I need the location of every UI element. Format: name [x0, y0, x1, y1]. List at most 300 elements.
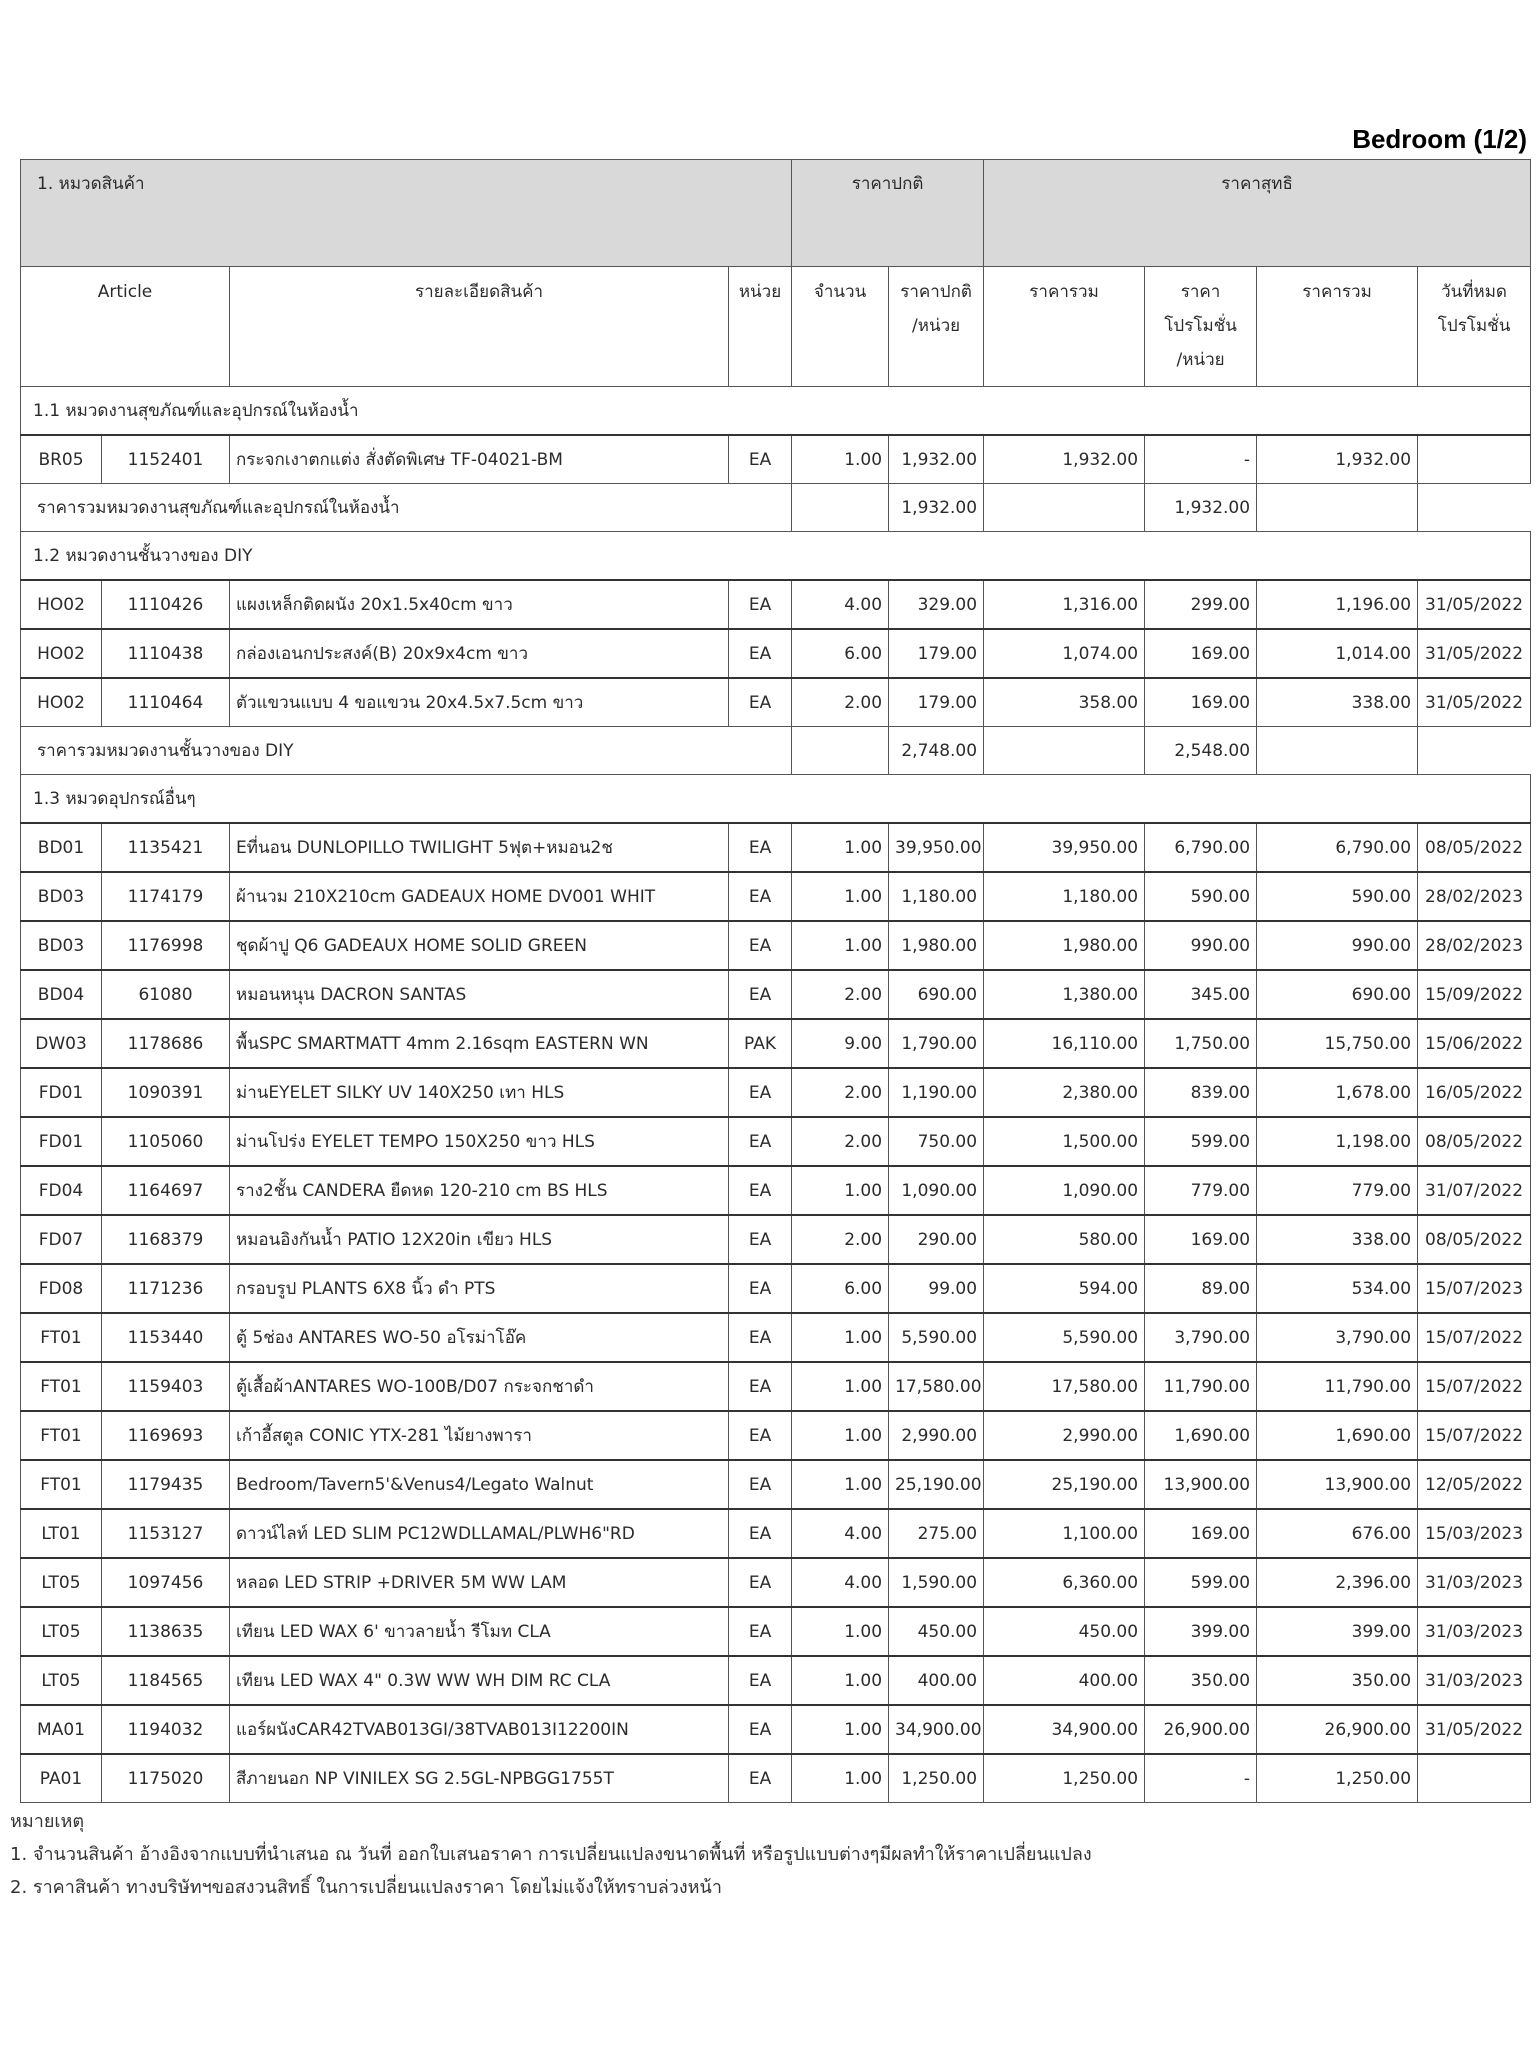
normal-total: 1,980.00 [984, 921, 1145, 970]
promo-unit-price: 779.00 [1145, 1166, 1257, 1215]
normal-total: 1,090.00 [984, 1166, 1145, 1215]
group-code: BD01 [21, 823, 102, 872]
quantity: 2.00 [792, 1068, 889, 1117]
net-total: 990.00 [1257, 921, 1418, 970]
promo-end-date: 15/07/2022 [1418, 1362, 1531, 1411]
promo-unit-price: 1,750.00 [1145, 1019, 1257, 1068]
normal-total: 450.00 [984, 1607, 1145, 1656]
unit: EA [729, 1166, 792, 1215]
normal-total: 400.00 [984, 1656, 1145, 1705]
group-code: MA01 [21, 1705, 102, 1754]
net-total: 350.00 [1257, 1656, 1418, 1705]
article-number: 61080 [102, 970, 230, 1019]
col-unit: หน่วย [729, 267, 792, 387]
unit: EA [729, 921, 792, 970]
unit: EA [729, 1117, 792, 1166]
promo-unit-price: 599.00 [1145, 1117, 1257, 1166]
normal-unit-price: 1,980.00 [889, 921, 984, 970]
notes [10, 1805, 1092, 1904]
column-header-row [21, 267, 1531, 387]
product-description: ผ้านวม 210X210cm GADEAUX HOME DV001 WHIT [230, 872, 729, 921]
normal-unit-price: 1,590.00 [889, 1558, 984, 1607]
quantity: 1.00 [792, 1460, 889, 1509]
article-number: 1169693 [102, 1411, 230, 1460]
subtotal-end-blank [1257, 484, 1418, 532]
page-title: Bedroom (1/2) [1352, 124, 1527, 154]
promo-unit-price: 169.00 [1145, 1509, 1257, 1558]
net-total: 1,932.00 [1257, 435, 1418, 484]
unit: EA [729, 1362, 792, 1411]
subtotal-promo-blank [984, 727, 1145, 775]
normal-unit-price: 1,250.00 [889, 1754, 984, 1803]
product-description: Eที่นอน DUNLOPILLO TWILIGHT 5ฟุต+หมอน2ช [230, 823, 729, 872]
promo-end-date: 31/07/2022 [1418, 1166, 1531, 1215]
unit: EA [729, 1215, 792, 1264]
promo-end-date: 28/02/2023 [1418, 872, 1531, 921]
promo-unit-price: 350.00 [1145, 1656, 1257, 1705]
promo-unit-price: 599.00 [1145, 1558, 1257, 1607]
normal-total: 1,180.00 [984, 872, 1145, 921]
product-description: กล่องเอนกประสงค์(B) 20x9x4cm ขาว [230, 629, 729, 678]
product-description: Bedroom/Tavern5'&Venus4/Legato Walnut [230, 1460, 729, 1509]
promo-unit-price: 11,790.00 [1145, 1362, 1257, 1411]
subtotal-normal-total: 2,748.00 [889, 727, 984, 775]
normal-price-heading: ราคาปกติ [792, 160, 984, 267]
normal-unit-price: 39,950.00 [889, 823, 984, 872]
quantity: 1.00 [792, 921, 889, 970]
table-row [21, 1019, 1531, 1068]
net-total: 338.00 [1257, 678, 1418, 727]
unit: EA [729, 1460, 792, 1509]
normal-total: 358.00 [984, 678, 1145, 727]
table-row [21, 921, 1531, 970]
article-number: 1110438 [102, 629, 230, 678]
group-code: FD01 [21, 1068, 102, 1117]
product-description: แผงเหล็กติดผนัง 20x1.5x40cm ขาว [230, 580, 729, 629]
promo-unit-price: 169.00 [1145, 1215, 1257, 1264]
table-row [21, 1754, 1531, 1803]
subtotal-label: ราคารวมหมวดงานชั้นวางของ DIY [21, 727, 792, 775]
quantity: 1.00 [792, 1313, 889, 1362]
promo-end-date: 15/09/2022 [1418, 970, 1531, 1019]
product-description: ดาวน์ไลท์ LED SLIM PC12WDLLAMAL/PLWH6"RD [230, 1509, 729, 1558]
table-row [21, 1509, 1531, 1558]
quantity: 4.00 [792, 1509, 889, 1558]
quantity: 1.00 [792, 1656, 889, 1705]
normal-unit-price: 99.00 [889, 1264, 984, 1313]
unit: PAK [729, 1019, 792, 1068]
net-total: 399.00 [1257, 1607, 1418, 1656]
normal-unit-price: 2,990.00 [889, 1411, 984, 1460]
article-number: 1138635 [102, 1607, 230, 1656]
product-description: หมอนอิงกันน้ำ PATIO 12X20in เขียว HLS [230, 1215, 729, 1264]
normal-total: 5,590.00 [984, 1313, 1145, 1362]
promo-unit-price: 169.00 [1145, 678, 1257, 727]
group-code: BD04 [21, 970, 102, 1019]
group-code: BD03 [21, 921, 102, 970]
product-description: เก้าอี้สตูล CONIC YTX-281 ไม้ยางพารา [230, 1411, 729, 1460]
promo-end-date: 15/07/2023 [1418, 1264, 1531, 1313]
note-item: 1. จำนวนสินค้า อ้างอิงจากแบบที่นำเสนอ ณ วันที่ ออกใบเสนอราคา การเปลี่ยนแปลงขนาดพื้นที่ หรือรูปแบบต่างๆมีผลทำให้ราคาเปลี่ยนแปลง [10, 1844, 1092, 1865]
promo-end-date: 31/05/2022 [1418, 580, 1531, 629]
promo-end-date: 31/03/2023 [1418, 1558, 1531, 1607]
product-description: หลอด LED STRIP +DRIVER 5M WW LAM [230, 1558, 729, 1607]
table-row [21, 678, 1531, 727]
normal-unit-price: 1,180.00 [889, 872, 984, 921]
col-qty: จำนวน [792, 267, 889, 387]
quantity: 9.00 [792, 1019, 889, 1068]
subtotal-promo-blank [984, 484, 1145, 532]
product-description: เทียน LED WAX 6' ขาวลายน้ำ รีโมท CLA [230, 1607, 729, 1656]
subtotal-row [21, 727, 1531, 775]
promo-end-date: 31/03/2023 [1418, 1607, 1531, 1656]
group-code: BR05 [21, 435, 102, 484]
quantity: 1.00 [792, 1166, 889, 1215]
group-code: FT01 [21, 1411, 102, 1460]
article-number: 1164697 [102, 1166, 230, 1215]
table-row [21, 1068, 1531, 1117]
product-description: กรอบรูป PLANTS 6X8 นิ้ว ดำ PTS [230, 1264, 729, 1313]
net-total: 13,900.00 [1257, 1460, 1418, 1509]
table-row [21, 1117, 1531, 1166]
promo-end-date: 31/05/2022 [1418, 678, 1531, 727]
promo-unit-price: 399.00 [1145, 1607, 1257, 1656]
normal-unit-price: 17,580.00 [889, 1362, 984, 1411]
subtotal-normal-total: 1,932.00 [889, 484, 984, 532]
product-description: เทียน LED WAX 4" 0.3W WW WH DIM RC CLA [230, 1656, 729, 1705]
group-code: LT05 [21, 1656, 102, 1705]
promo-unit-price: 169.00 [1145, 629, 1257, 678]
group-code: PA01 [21, 1754, 102, 1803]
unit: EA [729, 678, 792, 727]
quantity: 1.00 [792, 1411, 889, 1460]
category-heading: 1. หมวดสินค้า [21, 160, 792, 267]
table-row [21, 1705, 1531, 1754]
promo-unit-price: 89.00 [1145, 1264, 1257, 1313]
article-number: 1194032 [102, 1705, 230, 1754]
net-price-heading: ราคาสุทธิ [984, 160, 1531, 267]
article-number: 1184565 [102, 1656, 230, 1705]
promo-end-date: 31/05/2022 [1418, 1705, 1531, 1754]
net-total: 779.00 [1257, 1166, 1418, 1215]
net-total: 1,196.00 [1257, 580, 1418, 629]
normal-unit-price: 179.00 [889, 678, 984, 727]
quantity: 2.00 [792, 1117, 889, 1166]
col-promo-end-date: วันที่หมด โปรโมชั่น [1418, 267, 1531, 387]
promo-end-date: 12/05/2022 [1418, 1460, 1531, 1509]
quantity: 1.00 [792, 1362, 889, 1411]
normal-total: 17,580.00 [984, 1362, 1145, 1411]
article-number: 1135421 [102, 823, 230, 872]
normal-total: 580.00 [984, 1215, 1145, 1264]
promo-end-date: 08/05/2022 [1418, 823, 1531, 872]
normal-unit-price: 5,590.00 [889, 1313, 984, 1362]
group-code: HO02 [21, 678, 102, 727]
quantity: 1.00 [792, 435, 889, 484]
article-number: 1153440 [102, 1313, 230, 1362]
unit: EA [729, 1264, 792, 1313]
promo-unit-price: 839.00 [1145, 1068, 1257, 1117]
product-description: แอร์ผนังCAR42TVAB013GI/38TVAB013I12200IN [230, 1705, 729, 1754]
promo-end-date [1418, 1754, 1531, 1803]
promo-unit-price: 3,790.00 [1145, 1313, 1257, 1362]
subtotal-end-blank [1257, 727, 1418, 775]
net-total: 15,750.00 [1257, 1019, 1418, 1068]
subtotal-net-total: 1,932.00 [1145, 484, 1257, 532]
table-row [21, 1411, 1531, 1460]
unit: EA [729, 1607, 792, 1656]
net-total: 534.00 [1257, 1264, 1418, 1313]
table-row [21, 1166, 1531, 1215]
table-row [21, 1656, 1531, 1705]
table-row [21, 580, 1531, 629]
note-item: 2. ราคาสินค้า ทางบริษัทฯขอสงวนสิทธิ์ ในการเปลี่ยนแปลงราคา โดยไม่แจ้งให้ทราบล่วงหน้า [10, 1877, 722, 1898]
product-description: ราง2ชั้น CANDERA ยืดหด 120-210 cm BS HLS [230, 1166, 729, 1215]
quotation-table [20, 159, 1531, 1803]
quantity: 2.00 [792, 970, 889, 1019]
normal-unit-price: 179.00 [889, 629, 984, 678]
net-total: 1,250.00 [1257, 1754, 1418, 1803]
subtotal-normal-blank [792, 727, 889, 775]
unit: EA [729, 1705, 792, 1754]
group-code: FD04 [21, 1166, 102, 1215]
net-total: 676.00 [1257, 1509, 1418, 1558]
normal-unit-price: 1,090.00 [889, 1166, 984, 1215]
product-description: พื้นSPC SMARTMATT 4mm 2.16sqm EASTERN WN [230, 1019, 729, 1068]
unit: EA [729, 970, 792, 1019]
unit: EA [729, 629, 792, 678]
group-code: FD01 [21, 1117, 102, 1166]
col-normal-unit-price: ราคาปกติ /หน่วย [889, 267, 984, 387]
group-code: BD03 [21, 872, 102, 921]
normal-total: 1,250.00 [984, 1754, 1145, 1803]
article-number: 1090391 [102, 1068, 230, 1117]
promo-end-date: 31/05/2022 [1418, 629, 1531, 678]
article-number: 1152401 [102, 435, 230, 484]
normal-unit-price: 25,190.00 [889, 1460, 984, 1509]
col-normal-total: ราคารวม [984, 267, 1145, 387]
subtotal-row [21, 484, 1531, 532]
promo-unit-price: - [1145, 1754, 1257, 1803]
article-number: 1171236 [102, 1264, 230, 1313]
unit: EA [729, 1411, 792, 1460]
group-code: FD07 [21, 1215, 102, 1264]
quantity: 1.00 [792, 1607, 889, 1656]
table-row [21, 1362, 1531, 1411]
normal-unit-price: 275.00 [889, 1509, 984, 1558]
normal-unit-price: 290.00 [889, 1215, 984, 1264]
unit: EA [729, 435, 792, 484]
group-code: HO02 [21, 629, 102, 678]
promo-unit-price: 13,900.00 [1145, 1460, 1257, 1509]
promo-end-date: 15/06/2022 [1418, 1019, 1531, 1068]
notes-heading: หมายเหตุ [10, 1811, 85, 1832]
product-description: ตู้เสื้อผ้าANTARES WO-100B/D07 กระจกชาดำ [230, 1362, 729, 1411]
group-code: LT05 [21, 1607, 102, 1656]
group-code: HO02 [21, 580, 102, 629]
promo-end-date: 28/02/2023 [1418, 921, 1531, 970]
normal-unit-price: 750.00 [889, 1117, 984, 1166]
unit: EA [729, 580, 792, 629]
unit: EA [729, 1656, 792, 1705]
promo-end-date: 15/07/2022 [1418, 1313, 1531, 1362]
normal-total: 1,380.00 [984, 970, 1145, 1019]
article-number: 1174179 [102, 872, 230, 921]
category-row [21, 532, 1531, 581]
col-promo-unit-price: ราคา โปรโมชั่น /หน่วย [1145, 267, 1257, 387]
product-description: หมอนหนุน DACRON SANTAS [230, 970, 729, 1019]
promo-end-date: 31/03/2023 [1418, 1656, 1531, 1705]
article-number: 1178686 [102, 1019, 230, 1068]
table-row [21, 1215, 1531, 1264]
unit: EA [729, 823, 792, 872]
product-description: ม่านEYELET SILKY UV 140X250 เทา HLS [230, 1068, 729, 1117]
article-number: 1153127 [102, 1509, 230, 1558]
net-total: 2,396.00 [1257, 1558, 1418, 1607]
quantity: 1.00 [792, 1705, 889, 1754]
unit: EA [729, 1068, 792, 1117]
article-number: 1159403 [102, 1362, 230, 1411]
unit: EA [729, 1509, 792, 1558]
normal-unit-price: 690.00 [889, 970, 984, 1019]
promo-unit-price: 299.00 [1145, 580, 1257, 629]
normal-total: 25,190.00 [984, 1460, 1145, 1509]
normal-total: 1,100.00 [984, 1509, 1145, 1558]
normal-total: 1,316.00 [984, 580, 1145, 629]
group-code: FT01 [21, 1313, 102, 1362]
product-description: สีภายนอก NP VINILEX SG 2.5GL-NPBGG1755T [230, 1754, 729, 1803]
article-number: 1168379 [102, 1215, 230, 1264]
group-code: FT01 [21, 1460, 102, 1509]
net-total: 3,790.00 [1257, 1313, 1418, 1362]
normal-unit-price: 1,932.00 [889, 435, 984, 484]
net-total: 338.00 [1257, 1215, 1418, 1264]
subtotal-label: ราคารวมหมวดงานสุขภัณฑ์และอุปกรณ์ในห้องน้ำ [21, 484, 792, 532]
table-row [21, 629, 1531, 678]
table-row [21, 1313, 1531, 1362]
normal-unit-price: 34,900.00 [889, 1705, 984, 1754]
net-total: 6,790.00 [1257, 823, 1418, 872]
normal-total: 1,074.00 [984, 629, 1145, 678]
normal-unit-price: 1,190.00 [889, 1068, 984, 1117]
group-code: DW03 [21, 1019, 102, 1068]
promo-end-date: 16/05/2022 [1418, 1068, 1531, 1117]
product-description: ม่านโปร่ง EYELET TEMPO 150X250 ขาว HLS [230, 1117, 729, 1166]
article-number: 1097456 [102, 1558, 230, 1607]
category-name: 1.2 หมวดงานชั้นวางของ DIY [21, 532, 1531, 581]
quantity: 4.00 [792, 1558, 889, 1607]
article-number: 1110464 [102, 678, 230, 727]
quantity: 1.00 [792, 1754, 889, 1803]
promo-unit-price: - [1145, 435, 1257, 484]
product-description: ตัวแขวนแบบ 4 ขอแขวน 20x4.5x7.5cm ขาว [230, 678, 729, 727]
net-total: 590.00 [1257, 872, 1418, 921]
net-total: 690.00 [1257, 970, 1418, 1019]
category-row [21, 387, 1531, 436]
subtotal-net-total: 2,548.00 [1145, 727, 1257, 775]
promo-end-date: 08/05/2022 [1418, 1215, 1531, 1264]
product-description: กระจกเงาตกแต่ง สั่งตัดพิเศษ TF-04021-BM [230, 435, 729, 484]
normal-total: 1,932.00 [984, 435, 1145, 484]
promo-unit-price: 6,790.00 [1145, 823, 1257, 872]
group-code: FD08 [21, 1264, 102, 1313]
net-total: 1,690.00 [1257, 1411, 1418, 1460]
unit: EA [729, 1313, 792, 1362]
table-row [21, 1558, 1531, 1607]
table-row [21, 970, 1531, 1019]
article-number: 1105060 [102, 1117, 230, 1166]
normal-total: 39,950.00 [984, 823, 1145, 872]
col-net-total: ราคารวม [1257, 267, 1418, 387]
unit: EA [729, 872, 792, 921]
promo-unit-price: 1,690.00 [1145, 1411, 1257, 1460]
promo-unit-price: 990.00 [1145, 921, 1257, 970]
promo-end-date [1418, 435, 1531, 484]
promo-end-date: 08/05/2022 [1418, 1117, 1531, 1166]
col-description: รายละเอียดสินค้า [230, 267, 729, 387]
normal-total: 6,360.00 [984, 1558, 1145, 1607]
promo-unit-price: 345.00 [1145, 970, 1257, 1019]
net-total: 1,014.00 [1257, 629, 1418, 678]
promo-unit-price: 590.00 [1145, 872, 1257, 921]
product-description: ตู้ 5ช่อง ANTARES WO-50 อโรม่าโอ๊ค [230, 1313, 729, 1362]
quantity: 1.00 [792, 823, 889, 872]
category-row [21, 775, 1531, 824]
net-total: 1,678.00 [1257, 1068, 1418, 1117]
article-number: 1110426 [102, 580, 230, 629]
normal-unit-price: 1,790.00 [889, 1019, 984, 1068]
group-code: LT05 [21, 1558, 102, 1607]
normal-total: 2,380.00 [984, 1068, 1145, 1117]
normal-unit-price: 329.00 [889, 580, 984, 629]
table-row [21, 1264, 1531, 1313]
quantity: 2.00 [792, 1215, 889, 1264]
promo-unit-price: 26,900.00 [1145, 1705, 1257, 1754]
net-total: 11,790.00 [1257, 1362, 1418, 1411]
table-row [21, 435, 1531, 484]
net-total: 26,900.00 [1257, 1705, 1418, 1754]
table-row [21, 872, 1531, 921]
normal-unit-price: 450.00 [889, 1607, 984, 1656]
product-description: ชุดผ้าปู Q6 GADEAUX HOME SOLID GREEN [230, 921, 729, 970]
article-number: 1175020 [102, 1754, 230, 1803]
normal-total: 594.00 [984, 1264, 1145, 1313]
category-name: 1.3 หมวดอุปกรณ์อื่นๆ [21, 775, 1531, 824]
promo-end-date: 15/03/2023 [1418, 1509, 1531, 1558]
article-number: 1176998 [102, 921, 230, 970]
group-code: FT01 [21, 1362, 102, 1411]
article-number: 1179435 [102, 1460, 230, 1509]
quantity: 6.00 [792, 1264, 889, 1313]
subtotal-normal-blank [792, 484, 889, 532]
quantity: 1.00 [792, 872, 889, 921]
net-total: 1,198.00 [1257, 1117, 1418, 1166]
table-row [21, 823, 1531, 872]
quantity: 6.00 [792, 629, 889, 678]
normal-total: 34,900.00 [984, 1705, 1145, 1754]
normal-unit-price: 400.00 [889, 1656, 984, 1705]
table-row [21, 1460, 1531, 1509]
group-code: LT01 [21, 1509, 102, 1558]
unit: EA [729, 1754, 792, 1803]
normal-total: 16,110.00 [984, 1019, 1145, 1068]
table-header-band [21, 160, 1531, 267]
quantity: 4.00 [792, 580, 889, 629]
normal-total: 2,990.00 [984, 1411, 1145, 1460]
normal-total: 1,500.00 [984, 1117, 1145, 1166]
unit: EA [729, 1558, 792, 1607]
category-name: 1.1 หมวดงานสุขภัณฑ์และอุปกรณ์ในห้องน้ำ [21, 387, 1531, 436]
